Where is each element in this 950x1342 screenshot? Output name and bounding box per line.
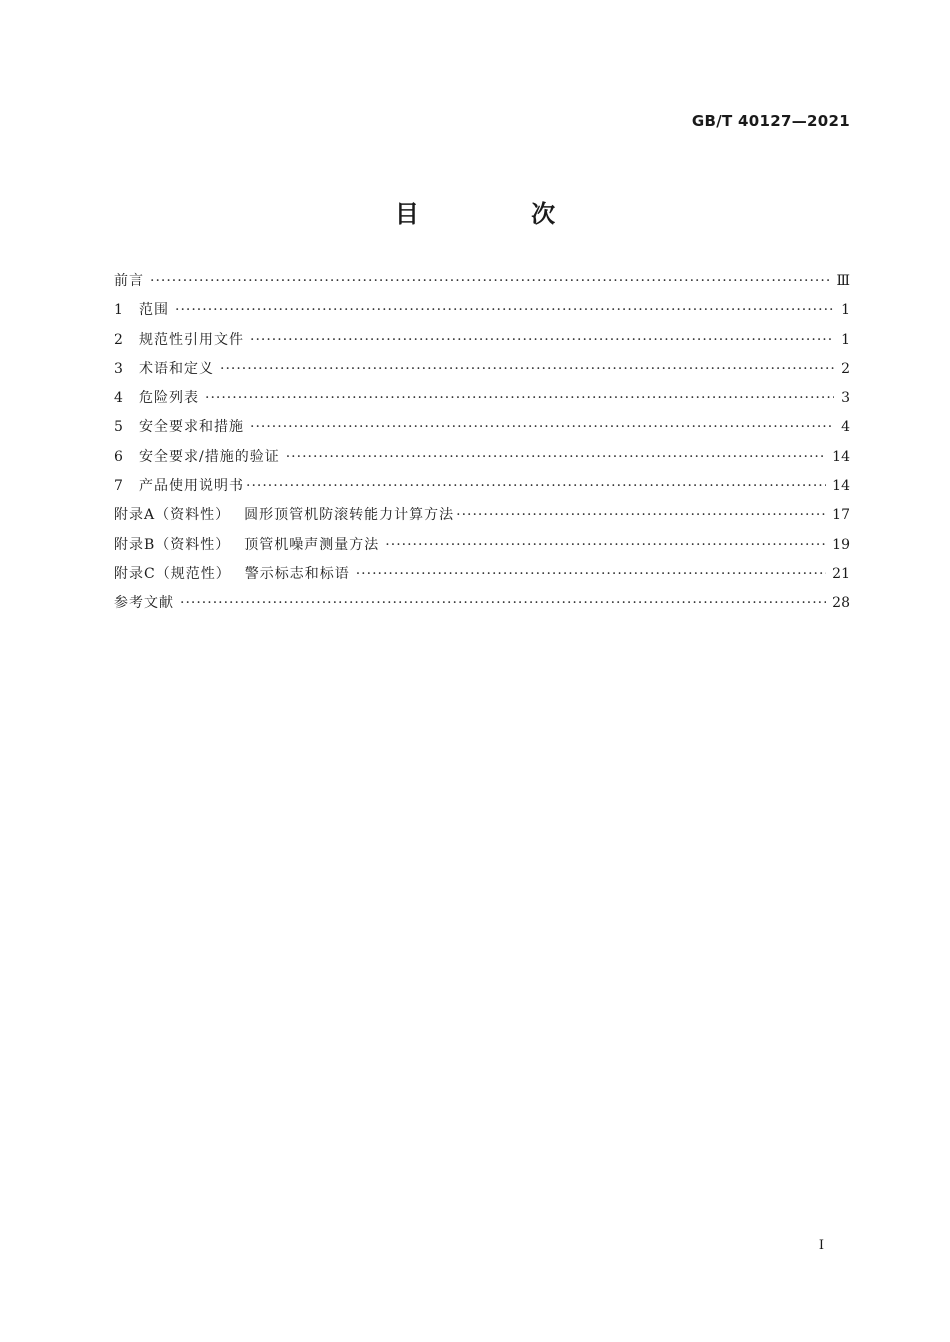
- toc-entry-instructions[interactable]: [114, 475, 850, 504]
- dot-leader: [205, 390, 834, 406]
- toc-entry-number: 2: [114, 331, 123, 348]
- toc-entry-normative-references[interactable]: [114, 329, 850, 358]
- dot-leader: [250, 332, 834, 348]
- toc-entry-page: 1: [841, 302, 850, 319]
- toc-entry-label: 安全要求和措施: [139, 419, 244, 436]
- toc-entry-label: 规范性引用文件: [139, 331, 244, 348]
- dot-leader: [180, 595, 826, 611]
- dot-leader: [385, 537, 826, 553]
- toc-entry-number: 5: [114, 419, 123, 436]
- toc-entry-page: 4: [841, 419, 850, 436]
- dot-leader: [356, 566, 826, 582]
- toc-entry-page: 21: [832, 565, 850, 582]
- annex-designation: 附录A（资料性）: [114, 507, 231, 524]
- dot-leader: [286, 449, 826, 465]
- annex-title: 警示标志和标语: [244, 565, 350, 582]
- dot-leader: [175, 302, 834, 318]
- dot-leader: [246, 478, 826, 494]
- toc-entry-terms-definitions[interactable]: [114, 358, 850, 387]
- toc-entry-page: 14: [832, 478, 850, 495]
- toc-entry-label: 安全要求/措施的验证: [139, 448, 280, 465]
- toc-entry-bibliography[interactable]: [114, 592, 850, 621]
- toc-entry-foreword[interactable]: [114, 270, 850, 299]
- toc-entry-safety-requirements[interactable]: [114, 416, 850, 445]
- dot-leader: [250, 419, 834, 435]
- dot-leader: [456, 507, 826, 523]
- toc-entry-annex-b[interactable]: [114, 534, 850, 563]
- toc-entry-annex-c[interactable]: [114, 563, 850, 592]
- toc-entry-hazard-list[interactable]: [114, 387, 850, 416]
- toc-entry-number: 1: [114, 302, 123, 319]
- toc-entry-label: [114, 504, 454, 524]
- toc-entry-scope[interactable]: [114, 299, 850, 328]
- toc-entry-label: 术语和定义: [139, 360, 214, 377]
- toc-entry-page: 14: [832, 448, 850, 465]
- toc-entry-verification[interactable]: [114, 446, 850, 475]
- toc-entry-label: 范围: [139, 302, 169, 319]
- dot-leader: [150, 273, 830, 289]
- annex-designation: 附录C（规范性）: [114, 565, 231, 582]
- page-number: I: [818, 1238, 824, 1253]
- toc-entry-label: 前言: [114, 273, 144, 289]
- toc-entry-page: 2: [841, 360, 850, 377]
- annex-title: 顶管机噪声测量方法: [244, 536, 380, 553]
- toc-entry-number: 3: [114, 360, 123, 377]
- toc-entry-label: 危险列表: [139, 390, 199, 407]
- toc-entry-page: 3: [841, 390, 850, 407]
- table-of-contents: [114, 270, 850, 622]
- toc-entry-page: Ⅲ: [836, 273, 850, 289]
- toc-entry-page: 17: [832, 507, 850, 524]
- document-code: GB/T 40127—2021: [691, 112, 850, 130]
- toc-entry-page: 28: [832, 595, 850, 612]
- toc-entry-label: 产品使用说明书: [139, 478, 244, 495]
- toc-entry-page: 19: [832, 536, 850, 553]
- annex-designation: 附录B（资料性）: [114, 536, 231, 553]
- page-title: 目 次: [394, 200, 608, 228]
- dot-leader: [220, 361, 834, 377]
- toc-entry-label: [114, 563, 350, 583]
- toc-entry-annex-a[interactable]: [114, 504, 850, 533]
- toc-entry-number: 7: [114, 478, 123, 495]
- toc-entry-page: 1: [841, 331, 850, 348]
- toc-entry-label: [114, 534, 379, 554]
- annex-title: 圆形顶管机防滚转能力计算方法: [244, 507, 455, 524]
- toc-entry-number: 6: [114, 448, 123, 465]
- toc-entry-label: 参考文献: [114, 595, 174, 612]
- toc-entry-number: 4: [114, 390, 123, 407]
